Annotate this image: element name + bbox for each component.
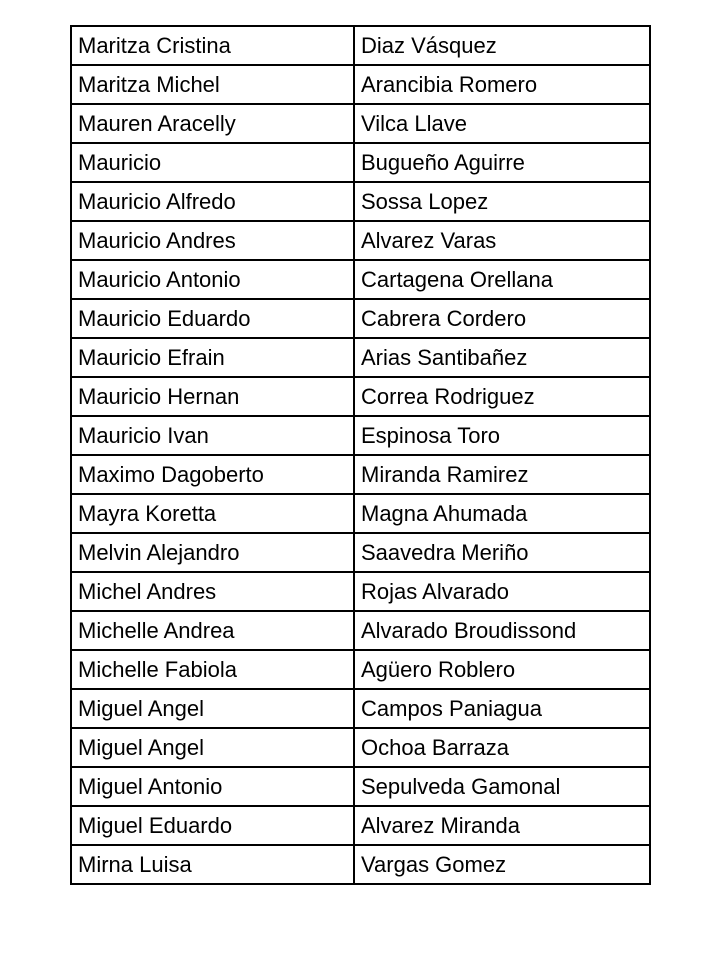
last-name-cell: Correa Rodriguez [354,377,650,416]
first-name-cell: Maritza Michel [71,65,354,104]
first-name-cell: Michel Andres [71,572,354,611]
table-row [71,728,650,767]
table-row [71,260,650,299]
last-name-cell: Sossa Lopez [354,182,650,221]
table-row [71,767,650,806]
last-name-cell: Alvarado Broudissond [354,611,650,650]
last-name-cell: Saavedra Meriño [354,533,650,572]
first-name-cell: Mauricio Ivan [71,416,354,455]
table-row [71,182,650,221]
table-row [71,611,650,650]
last-name-cell: Cartagena Orellana [354,260,650,299]
last-name-cell: Vargas Gomez [354,845,650,884]
first-name-cell: Mauricio Efrain [71,338,354,377]
table-row [71,845,650,884]
last-name-cell: Agüero Roblero [354,650,650,689]
table-row [71,299,650,338]
table-row [71,26,650,65]
last-name-cell: Espinosa Toro [354,416,650,455]
table-row [71,143,650,182]
table-row [71,572,650,611]
last-name-cell: Arancibia Romero [354,65,650,104]
last-name-cell: Cabrera Cordero [354,299,650,338]
table-row [71,650,650,689]
last-name-cell: Vilca Llave [354,104,650,143]
first-name-cell: Michelle Andrea [71,611,354,650]
table-row [71,221,650,260]
first-name-cell: Maritza Cristina [71,26,354,65]
table-row [71,65,650,104]
first-name-cell: Melvin Alejandro [71,533,354,572]
first-name-cell: Miguel Angel [71,689,354,728]
first-name-cell: Michelle Fabiola [71,650,354,689]
first-name-cell: Mauricio Andres [71,221,354,260]
table-row [71,689,650,728]
table-row [71,338,650,377]
first-name-cell: Miguel Antonio [71,767,354,806]
first-name-cell: Mauricio Eduardo [71,299,354,338]
first-name-cell: Mauricio Alfredo [71,182,354,221]
table-row [71,455,650,494]
table-row [71,494,650,533]
last-name-cell: Rojas Alvarado [354,572,650,611]
table-row [71,533,650,572]
last-name-cell: Arias Santibañez [354,338,650,377]
table-row [71,416,650,455]
last-name-cell: Ochoa Barraza [354,728,650,767]
names-table-body [71,26,650,884]
last-name-cell: Campos Paniagua [354,689,650,728]
first-name-cell: Mayra Koretta [71,494,354,533]
first-name-cell: Mirna Luisa [71,845,354,884]
first-name-cell: Mauren Aracelly [71,104,354,143]
last-name-cell: Magna Ahumada [354,494,650,533]
first-name-cell: Miguel Angel [71,728,354,767]
table-row [71,377,650,416]
table-row [71,806,650,845]
first-name-cell: Mauricio Hernan [71,377,354,416]
first-name-cell: Mauricio [71,143,354,182]
first-name-cell: Maximo Dagoberto [71,455,354,494]
first-name-cell: Miguel Eduardo [71,806,354,845]
last-name-cell: Miranda Ramirez [354,455,650,494]
last-name-cell: Sepulveda Gamonal [354,767,650,806]
last-name-cell: Diaz Vásquez [354,26,650,65]
last-name-cell: Alvarez Varas [354,221,650,260]
names-table [70,25,651,885]
table-row [71,104,650,143]
last-name-cell: Alvarez Miranda [354,806,650,845]
first-name-cell: Mauricio Antonio [71,260,354,299]
last-name-cell: Bugueño Aguirre [354,143,650,182]
